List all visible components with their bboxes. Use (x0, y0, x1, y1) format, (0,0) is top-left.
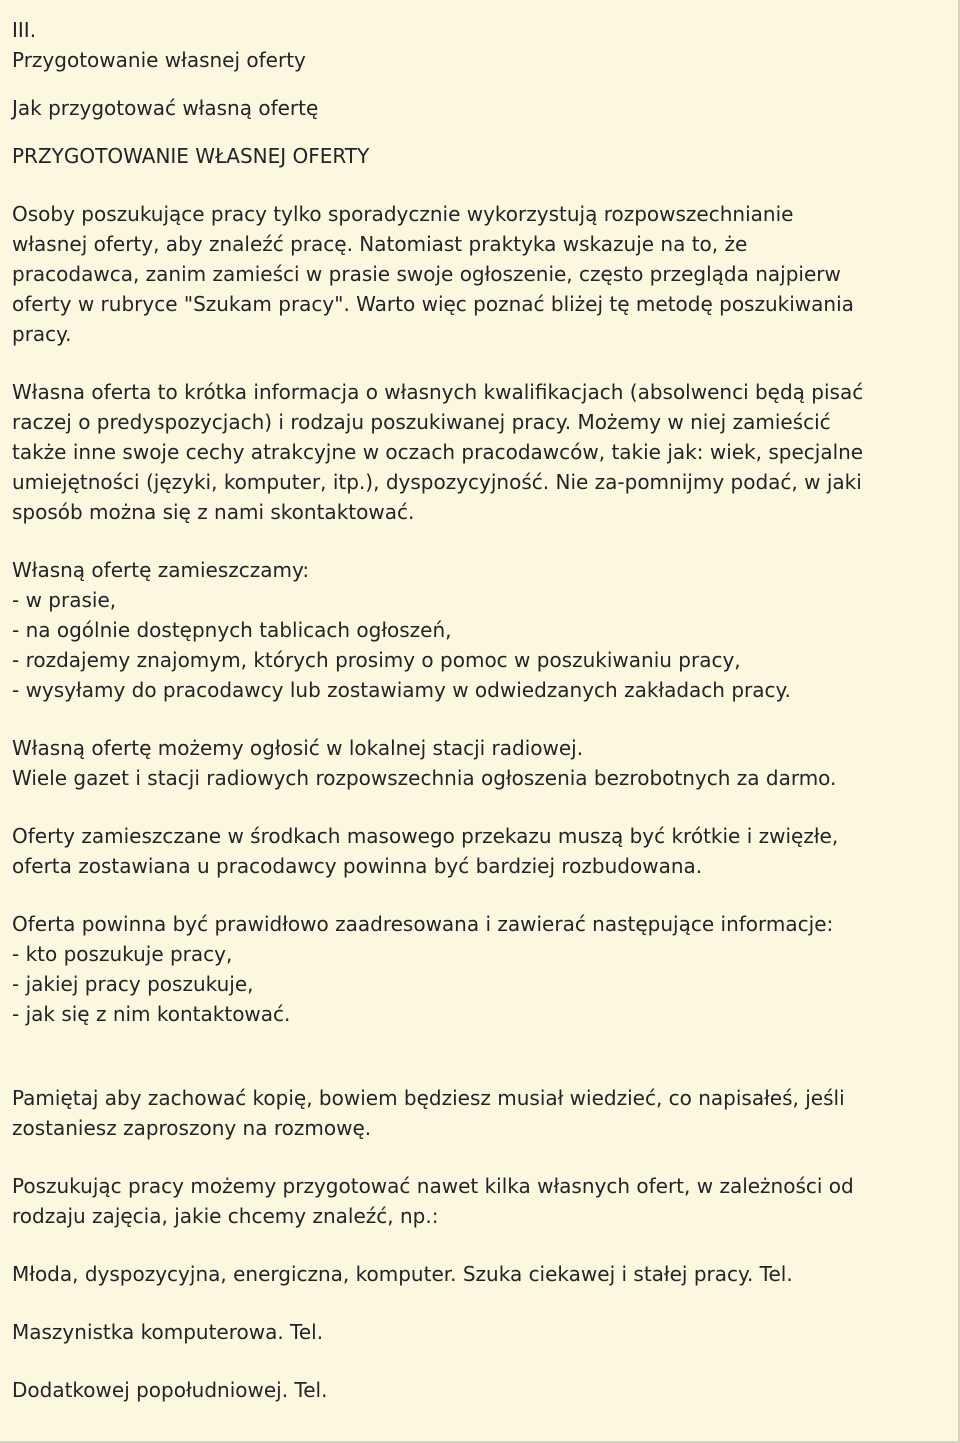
text-line: Dodatkowej popołudniowej. Tel. (12, 1378, 328, 1402)
text-line: umiejętności (języki, komputer, itp.), dyspozycyjność. Nie za-pomnijmy podać, w jaki (12, 470, 862, 494)
spacer (12, 349, 942, 377)
text-line: oferta zostawiana u pracodawcy powinna być bardziej rozbudowana. (12, 854, 703, 878)
list-item: - wysyłamy do pracodawcy lub zostawiamy w odwiedzanych zakładach pracy. (12, 678, 791, 702)
text-line: pracy. (12, 322, 72, 346)
paragraph-multiple-offers (12, 1171, 942, 1231)
list-item: - na ogólnie dostępnych tablicach ogłoszeń, (12, 618, 452, 642)
paragraph-copy-reminder (12, 1083, 942, 1143)
text-line: własnej oferty, aby znaleźć pracę. Natomiast praktyka wskazuje na to, że (12, 232, 748, 256)
text-line: Maszynistka komputerowa. Tel. (12, 1320, 324, 1344)
example-offer-3 (12, 1375, 942, 1405)
spacer (12, 1029, 942, 1083)
text-line: Osoby poszukujące pracy tylko sporadycznie wykorzystują rozpowszechnianie (12, 202, 794, 226)
spacer (12, 1143, 942, 1171)
text-line: oferty w rubryce "Szukam pracy". Warto więc poznać bliżej tę metodę poszukiwania (12, 292, 854, 316)
spacer (12, 75, 942, 93)
text-line: Poszukując pracy możemy przygotować nawet kilka własnych ofert, w zależności od (12, 1174, 854, 1198)
spacer (12, 793, 942, 821)
caps-title: PRZYGOTOWANIE WŁASNEJ OFERTY (12, 144, 370, 168)
paragraph-radio (12, 733, 942, 793)
text-line: Wiele gazet i stacji radiowych rozpowszechnia ogłoszenia bezrobotnych za darmo. (12, 766, 837, 790)
list-item: - jakiej pracy poszukuje, (12, 972, 254, 996)
paragraph-required-info (12, 909, 942, 1029)
spacer (12, 1289, 942, 1317)
paragraph-media (12, 821, 942, 881)
spacer (12, 1347, 942, 1375)
document-content (12, 15, 942, 1405)
spacer (12, 881, 942, 909)
text-line: Własną ofertę możemy ogłosić w lokalnej stacji radiowej. (12, 736, 584, 760)
document-subtitle: Jak przygotować własną ofertę (12, 96, 319, 120)
text-line: pracodawca, zanim zamieści w prasie swoje ogłoszenie, często przegląda najpierw (12, 262, 841, 286)
text-line: Oferty zamieszczane w środkach masowego przekazu muszą być krótkie i zwięzłe, (12, 824, 839, 848)
list-item: - rozdajemy znajomym, których prosimy o pomoc w poszukiwaniu pracy, (12, 648, 741, 672)
spacer (12, 123, 942, 141)
list-item: - w prasie, (12, 588, 117, 612)
spacer (12, 705, 942, 733)
list-heading: Własną ofertę zamieszczamy: (12, 558, 310, 582)
list-item: - jak się z nim kontaktować. (12, 1002, 291, 1026)
paragraph-definition (12, 377, 942, 527)
text-line: Własna oferta to krótka informacja o własnych kwalifikacjach (absolwenci będą pisać (12, 380, 864, 404)
text-line: zostaniesz zaproszony na rozmowę. (12, 1116, 372, 1140)
paragraph-placement-list (12, 555, 942, 705)
paragraph-intro (12, 199, 942, 349)
spacer (12, 527, 942, 555)
list-heading: Oferta powinna być prawidłowo zaadresowana i zawierać następujące informacje: (12, 912, 834, 936)
example-offer-1 (12, 1259, 942, 1289)
list-item: - kto poszukuje pracy, (12, 942, 233, 966)
document-title: Przygotowanie własnej oferty (12, 48, 306, 72)
text-line: Młoda, dyspozycyjna, energiczna, komputer. Szuka ciekawej i stałej pracy. Tel. (12, 1262, 793, 1286)
text-line: raczej o predyspozycjach) i rodzaju poszukiwanej pracy. Możemy w niej zamieścić (12, 410, 831, 434)
text-line: Pamiętaj aby zachować kopię, bowiem będziesz musiał wiedzieć, co napisałeś, jeśli (12, 1086, 845, 1110)
section-number: III. (12, 18, 37, 42)
spacer (12, 171, 942, 199)
example-offer-2 (12, 1317, 942, 1347)
text-line: sposób można się z nami skontaktować. (12, 500, 415, 524)
spacer (12, 1231, 942, 1259)
text-line: także inne swoje cechy atrakcyjne w oczach pracodawców, takie jak: wiek, specjalne (12, 440, 864, 464)
text-line: rodzaju zajęcia, jakie chcemy znaleźć, np.: (12, 1204, 439, 1228)
